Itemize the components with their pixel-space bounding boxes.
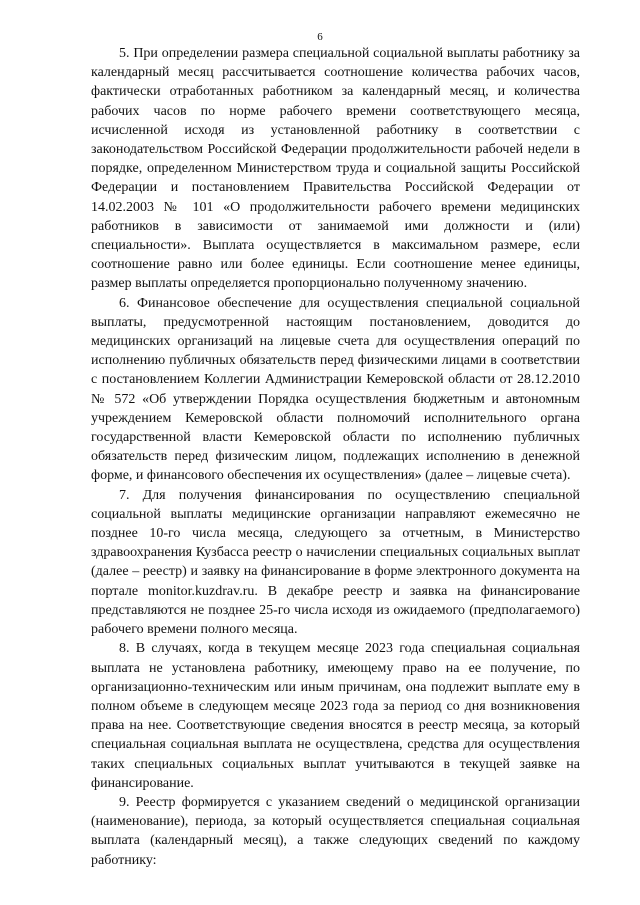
paragraph-7: 7. Для получения финансирования по осуществлению специальной социальной выплаты медицинские организации направляют ежемесячно не позднее 10-го числа месяца, следующего за отчетным, в Министерство здравоохранения Кузбасса реестр о начислении специальных социальных выплат (далее – реестр) и заявку на финансирование в форме электронного документа на портале monitor.kuzdrav.ru. В декабре реестр и заявка на финансирование представляются не позднее 25-го числа исходя из ожидаемого (предполагаемого) рабочего времени полного месяца.: [91, 487, 580, 638]
paragraph-6: 6. Финансовое обеспечение для осуществления специальной социальной выплаты, предусмотренной настоящим постановлением, доводится до медицинских организаций на лицевые счета для осуществления операций по исполнению публичных обязательств перед физическими лицами в соответствии с постановлением Коллегии Администрации Кемеровской области от 28.12.2010 № 572 «Об утверждении Порядка осуществления бюджетным и автономным учреждением Кемеровской области полномочий исполнительного органа государственной власти Кемеровской области по исполнению публичных обязательств перед физическим лицом, подлежащих исполнению в денежной форме, и финансового обеспечения их осуществления» (далее – лицевые счета).: [91, 295, 580, 484]
paragraph-8: 8. В случаях, когда в текущем месяце 2023 года специальная социальная выплата не установлена работнику, имеющему право на ее получение, по организационно-техническим или иным причинам, она подлежит выплате ему в полном объеме в следующем месяце 2023 года за период со дня возникновения права на нее. Соответствующие сведения вносятся в реестр месяца, за который специальная социальная выплата не осуществлена, средства для осуществления таких специальных социальных выплат учитываются в текущей заявке на финансирование.: [91, 641, 580, 791]
page-number: 6: [317, 31, 323, 43]
document-body: [91, 44, 580, 870]
paragraph-5: 5. При определении размера специальной социальной выплаты работнику за календарный месяц рассчитывается соотношение количества рабочих часов, фактически отработанных работником за календарный месяц, и количества рабочих часов по норме рабочего времени соответствующего месяца, исчисленной исходя из установленной работнику в соответствии с законодательством Российской Федерации продолжительности рабочей недели в порядке, определенном Министерством труда и социальной защиты Российской Федерации и постановлением Правительства Российской Федерации от 14.02.2003 № 101 «О продолжительности рабочего времени медицинских работников в зависимости от занимаемой ими должности и (или) специальности». Выплата осуществляется в максимальном размере, если соотношение равно или более единицы. Если соотношение менее единицы, размер выплаты определяется пропорционально полученному значению.: [91, 46, 580, 292]
paragraph-9: 9. Реестр формируется с указанием сведений о медицинской организации (наименование), периода, за который осуществляется специальная социальная выплата (календарный месяц), а также следующих сведений по каждому работнику:: [91, 794, 580, 868]
